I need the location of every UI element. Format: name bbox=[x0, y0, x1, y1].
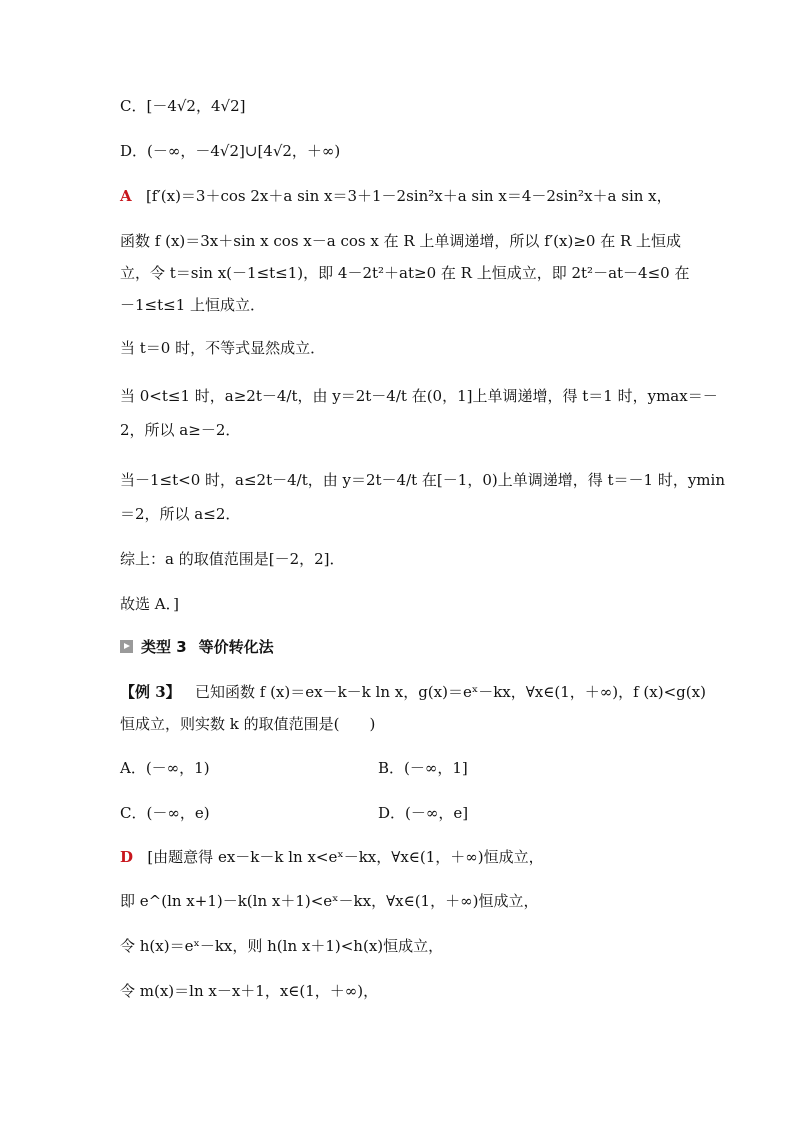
option-a: A．(－∞，1) bbox=[120, 759, 210, 777]
answer2-line-4: 令 m(x)＝ln x－x＋1，x∈(1，＋∞)， bbox=[120, 982, 379, 1000]
option-d: D．(－∞，e] bbox=[378, 804, 469, 822]
solution-conclusion: 综上：a 的取值范围是[－2，2]． bbox=[120, 550, 345, 568]
solution-line-1: 函数 f (x)＝3x＋sin x cos x－a cos x 在 R 上单调递增，所以 f′(x)≥0 在 R 上恒成 bbox=[120, 232, 682, 250]
option-c: C．(－∞，e) bbox=[120, 804, 210, 822]
answer-tag: A bbox=[120, 187, 132, 205]
section-type: 类型 3 bbox=[141, 638, 187, 656]
solution-line-8: ＝2，所以 a≤2． bbox=[120, 505, 241, 523]
answer2-line-1 bbox=[120, 847, 544, 867]
answer-text: [f′(x)＝3＋cos 2x＋a sin x＝3＋1－2sin²x＋a sin x＝4－2sin²x＋a sin x， bbox=[145, 187, 672, 205]
answer2-line-3: 令 h(x)＝eˣ－kx，则 h(ln x＋1)<h(x)恒成立， bbox=[120, 937, 444, 955]
solution-line-6: 2，所以 a≥－2． bbox=[120, 421, 241, 439]
solution-choice: 故选 A．] bbox=[120, 595, 179, 613]
example-line-1 bbox=[120, 682, 706, 702]
option-c-previous: C．[－4√2，4√2] bbox=[120, 97, 246, 115]
solution-line-4: 当 t＝0 时，不等式显然成立． bbox=[120, 339, 326, 357]
answer2-line-2: 即 e^(ln x+1)－k(ln x＋1)<eˣ－kx，∀x∈(1，＋∞)恒成立， bbox=[120, 892, 539, 910]
solution-line-7: 当－1≤t<0 时，a≤2t－4/t，由 y＝2t－4/t 在[－1，0)上单调递增，得 t＝－1 时，ymin bbox=[120, 471, 725, 489]
option-row-1 bbox=[120, 758, 468, 778]
option-d-previous: D．(－∞，－4√2]∪[4√2，＋∞) bbox=[120, 142, 341, 160]
option-b: B．(－∞，1] bbox=[378, 759, 468, 777]
answer-line-1 bbox=[120, 186, 672, 206]
example-text: 已知函数 f (x)＝ex－k－k ln x，g(x)＝eˣ－kx，∀x∈(1，＋∞)，f (x)<g(x) bbox=[194, 683, 706, 701]
solution-line-2: 立，令 t＝sin x(－1≤t≤1)，即 4－2t²＋at≥0 在 R 上恒成立，即 2t²－at－4≤0 在 bbox=[120, 264, 690, 282]
solution-line-5: 当 0<t≤1 时，a≥2t－4/t，由 y＝2t－4/t 在(0，1]上单调递增，得 t＝1 时，ymax＝－ bbox=[120, 387, 718, 405]
answer2-text: [由题意得 ex－k－k ln x<eˣ－kx，∀x∈(1，＋∞)恒成立， bbox=[147, 848, 544, 866]
play-triangle-icon bbox=[120, 640, 133, 653]
solution-line-3: －1≤t≤1 上恒成立． bbox=[120, 296, 266, 314]
example-tag: 【例 3】 bbox=[120, 683, 181, 701]
section-title: 等价转化法 bbox=[198, 638, 274, 656]
answer2-tag: D bbox=[120, 848, 134, 866]
section-header bbox=[120, 637, 274, 657]
example-line-2: 恒成立，则实数 k 的取值范围是( ) bbox=[120, 715, 376, 733]
option-row-2 bbox=[120, 803, 469, 823]
